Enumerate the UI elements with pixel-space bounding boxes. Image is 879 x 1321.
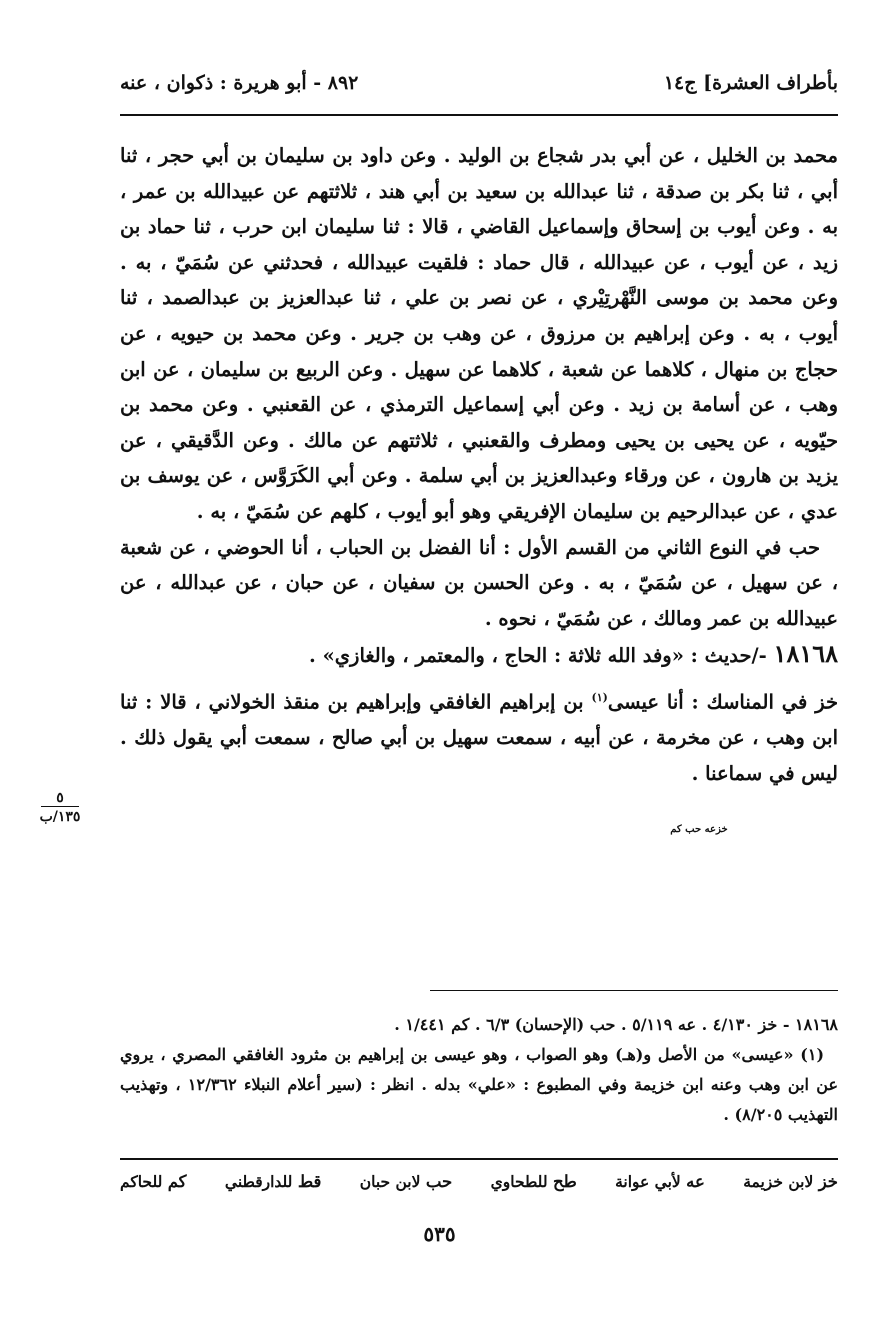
hadith-text-part-1: خز في المناسك : أنا عيسى [607, 690, 839, 714]
abbrev-name: لأبي عوانة [615, 1172, 687, 1191]
footnote-rule [430, 990, 838, 991]
hadith-number: ١٨١٦٨ [773, 639, 838, 669]
abbrev-code: حب [425, 1172, 453, 1191]
main-text [120, 138, 838, 791]
paragraph-2: حب في النوع الثاني من القسم الأول : أنا الفضل بن الحباب ، أنا الحوضي ، عن شعبة ، عن سهيل ، عن سُمَيّ ، به . وعن الحسن بن سفيان ، عن حبان ، عن عبدالله ، عن عبيدالله بن عمر ومالك ، عن سُمَيّ ، نحوه . [120, 535, 838, 630]
running-header [120, 66, 838, 106]
footnote-ref-1[interactable]: (١) [591, 690, 608, 704]
hadith-text-part-2: بن إبراهيم الغافقي وإبراهيم بن منقذ الخولاني ، قالا : ثنا ابن وهب ، عن مخرمة ، عن أبيه ، سمعت سهيل بن أبي صالح ، سمعت أبي يقول ذلك . ليس في سماعنا . [120, 690, 838, 785]
abbrev-name: للحاكم [120, 1172, 168, 1191]
abbrev-name: للدارقطني [224, 1172, 298, 1191]
abbrev-item [360, 1172, 453, 1191]
footnote-1: (١) «عيسى» من الأصل و(هـ) وهو الصواب ، وهو عيسى بن إبراهيم بن مثرود الغافقي المصري ، يروي عن ابن وهب وعنه ابن خزيمة وفي المطبوع : «علي» بدله . انظر : (سير أعلام النبلاء ١٢/٣٦٢ ، وتهذيب التهذيب ٨/٢٠٥) . [120, 1045, 838, 1124]
abbrev-item [491, 1172, 577, 1191]
abbreviations-rule [120, 1158, 838, 1160]
abbrev-item [120, 1172, 187, 1191]
header-book-title: بأطراف العشرة] ج١٤ [663, 72, 838, 94]
page-number: ٥٣٥ [423, 1222, 456, 1246]
header-rule [120, 114, 838, 116]
abbrev-code: كم [167, 1172, 187, 1191]
abbreviations-legend [120, 1172, 838, 1191]
paragraph-1: محمد بن الخليل ، عن أبي بدر شجاع بن الوليد . وعن داود بن سليمان بن أبي حجر ، ثنا أبي ، ثنا بكر بن صدقة ، ثنا عبدالله بن سعيد بن أبي هند ، ثلاثتهم عن عبيدالله بن عمر ، به . وعن أيوب بن إسحاق وإسماعيل القاضي ، قالا : ثنا سليمان ابن حرب ، ثنا حماد بن زيد ، عن أيوب ، عن عبيدالله ، قال حماد : فلقيت عبيدالله ، فحدثني عن سُمَيّ ، به . وعن محمد بن موسى النَّهْرتِيْري ، عن نصر بن علي ، ثنا عبدالعزيز بن عبدالصمد ، ثنا أيوب ، به . وعن إبراهيم بن مرزوق ، عن وهب بن جرير . وعن محمد بن حيويه ، عن حجاج بن منهال ، كلاهما عن شعبة ، كلاهما عن سهيل . وعن الربيع بن سليمان ، عن ابن وهب ، عن أسامة بن زيد . وعن أبي إسماعيل الترمذي ، عن القعنبي . وعن محمد بن حيّويه ، عن يحيى بن يحيى ومطرف والقعنبي ، ثلاثتهم عن مالك . وعن الدَّقيقي ، عن يزيد بن هارون ، عن ورقاء وعبدالعزيز بن أبي سلمة . وعن أبي الكَرَوَّس ، عن يوسف بن عدي ، عن عبدالرحيم بن سليمان الإفريقي وهو أبو أيوب ، كلهم عن سُمَيّ ، به . [120, 144, 838, 523]
abbrev-name: لابن خزيمة [743, 1172, 819, 1191]
margin-note-top: ٥ [41, 790, 79, 807]
footnote-refs: ١٨١٦٨ - خز ٤/١٣٠ . عه ٥/١١٩ . حب (الإحسان) ٦/٣ . كم ١/٤٤١ . [394, 1015, 838, 1034]
hadith-text [120, 680, 838, 791]
abbrev-code: عه [686, 1172, 705, 1191]
abbrev-item [743, 1172, 838, 1191]
hadith-title: -/حديث : «وفد الله ثلاثة : الحاج ، والمعتمر ، والغازي» . [309, 644, 774, 668]
hadith-source-codes: خزعه حب كم [670, 824, 728, 835]
abbrev-item [225, 1172, 321, 1191]
header-section-title: ٨٩٢ - أبو هريرة : ذكوان ، عنه [120, 72, 359, 94]
margin-folio-note [25, 790, 95, 825]
abbrev-name: لابن حبان [359, 1172, 426, 1191]
abbrev-code: طح [552, 1172, 577, 1191]
abbrev-code: قط [297, 1172, 322, 1191]
abbrev-code: خز [818, 1172, 838, 1191]
footnotes [120, 1010, 838, 1130]
abbrev-name: للطحاوي [490, 1172, 553, 1191]
margin-note-bottom: ١٣٥/ب [39, 809, 81, 825]
hadith-heading [120, 636, 838, 674]
abbrev-item [615, 1172, 705, 1191]
